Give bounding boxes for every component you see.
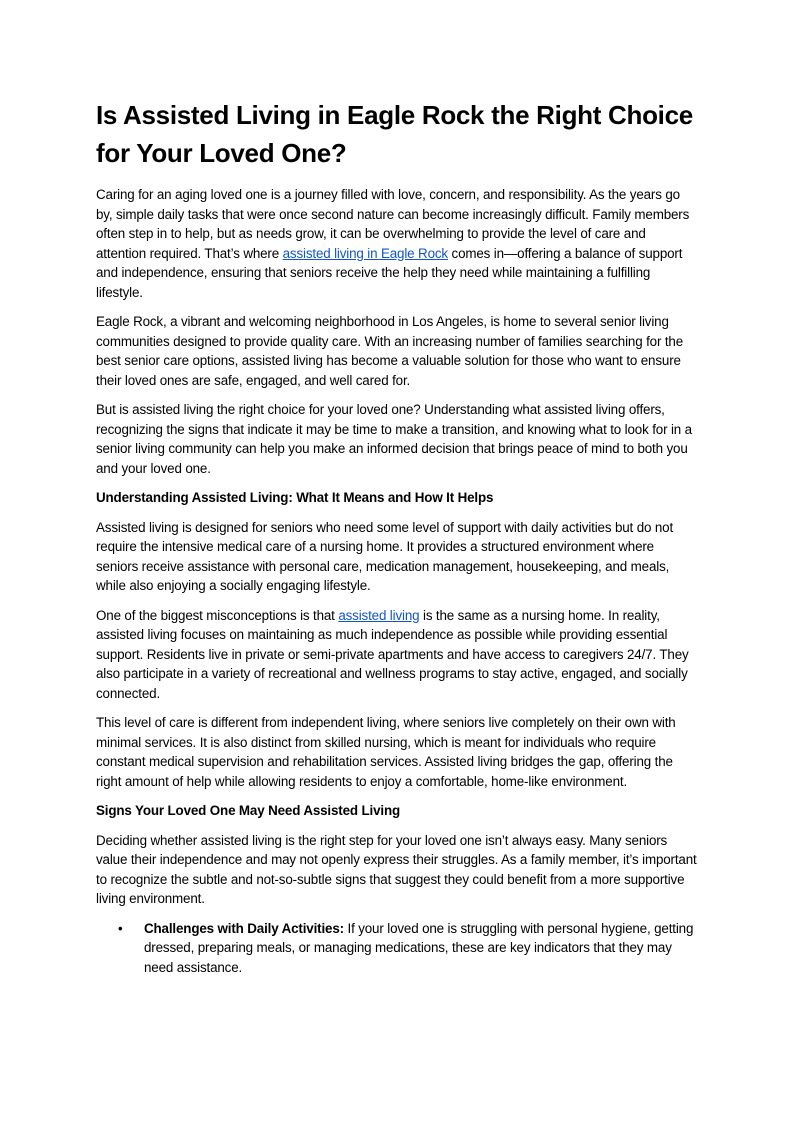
section-heading-understanding: Understanding Assisted Living: What It Means and How It Helps <box>96 490 494 505</box>
intro-text-before-link: Caring for an aging loved one is a journey filled with love, concern, and responsibility. As the years go by, simple daily tasks that were once second nature can become increasingly difficult. Family members often step in to help, but as needs grow, it can be overwhelming to provide the level of care and attention required. That’s where <box>96 187 690 261</box>
signs-paragraph-1: Deciding whether assisted living is the right step for your loved one isn’t always easy. Many seniors value their independence and may not openly express their struggles. As a family member, it’s important to recognize the subtle and not-so-subtle signs that suggest they could benefit from a more supportive living environment. <box>96 832 697 906</box>
list-item <box>96 919 698 978</box>
right-choice-paragraph: But is assisted living the right choice for your loved one? Understanding what assisted living offers, recognizing the signs that indicate it may be time to make a transition, and knowing what to look for in a senior living community can help you make an informed decision that brings peace of mind to both you and your loved one. <box>96 402 692 476</box>
bullet-marker: • <box>118 920 123 936</box>
intro-paragraph <box>96 185 698 302</box>
eagle-rock-paragraph: Eagle Rock, a vibrant and welcoming neighborhood in Los Angeles, is home to several senior living communities designed to provide quality care. With an increasing number of families searching for the best senior care options, assisted living has become a valuable solution for those who want to ensure their loved ones are safe, engaged, and well cared for. <box>96 314 683 388</box>
misconception-text-before-link: One of the biggest misconceptions is that <box>96 607 339 623</box>
misconception-text-after-link: is the same as a nursing home. In reality, assisted living focuses on maintaining as much independence as possible while providing essential support. Residents live in private or semi-private apartments and have access to caregivers 24/7. They also participate in a variety of recreational and wellness programs to stay active, engaged, and socially connected. <box>96 607 689 701</box>
bullet-text: If your loved one is struggling with personal hygiene, getting dressed, preparing meals, or managing medications, these are key indicators that they may need assistance. <box>144 920 694 975</box>
document-page <box>96 96 698 977</box>
signs-bullet-list <box>96 919 698 978</box>
understanding-paragraph-3: This level of care is different from independent living, where seniors live completely on their own with minimal services. It is also distinct from skilled nursing, which is meant for individuals who require constant medical supervision and rehabilitation services. Assisted living bridges the gap, offering the right amount of help while allowing residents to enjoy a comfortable, home-like environment. <box>96 715 676 789</box>
bullet-term: Challenges with Daily Activities: <box>144 920 344 936</box>
section-heading-signs: Signs Your Loved One May Need Assisted Living <box>96 803 401 818</box>
understanding-paragraph-2 <box>96 606 698 704</box>
assisted-living-link[interactable]: assisted living <box>338 607 420 623</box>
understanding-paragraph-1: Assisted living is designed for seniors who need some level of support with daily activities but do not require the intensive medical care of a nursing home. It provides a structured environment where seniors receive assistance with personal care, medication management, housekeeping, and meals, while also enjoying a socially engaging lifestyle. <box>96 519 674 593</box>
assisted-living-eagle-rock-link[interactable]: assisted living in Eagle Rock <box>282 245 448 261</box>
page-title: Is Assisted Living in Eagle Rock the Right Choice for Your Loved One? <box>96 100 693 168</box>
intro-text-after-link: comes in—offering a balance of support and independence, ensuring that seniors receive the help they need while maintaining a fulfilling lifestyle. <box>96 245 683 300</box>
